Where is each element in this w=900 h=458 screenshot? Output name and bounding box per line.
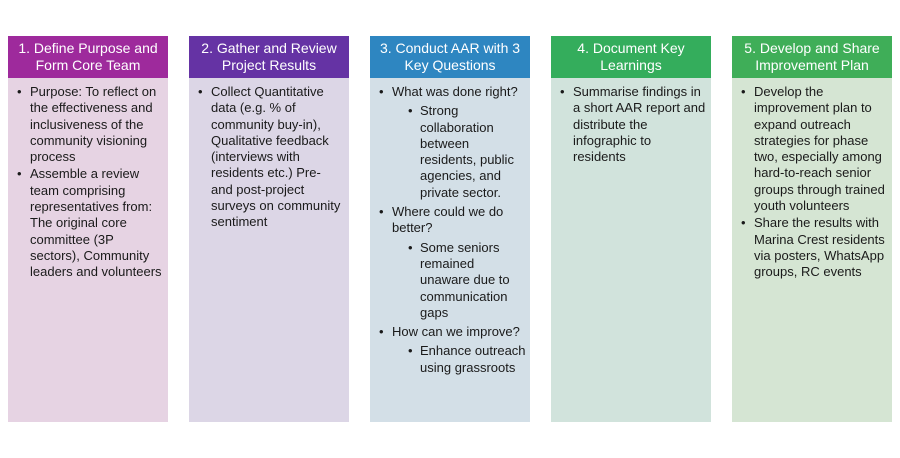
step-5-header	[732, 36, 892, 78]
step-1-header	[8, 36, 168, 78]
step-3-header	[370, 36, 530, 78]
step-5-body	[732, 78, 892, 422]
sub-list-item: • Enhance outreach using grassroots	[392, 343, 526, 376]
step-2-body	[189, 78, 349, 422]
step-2	[189, 36, 349, 422]
question-text: How can we improve?	[392, 324, 520, 340]
list-item	[374, 84, 526, 201]
step-4	[551, 36, 711, 422]
step-4-title: 4. Document Key Learnings	[577, 40, 685, 73]
step-4-header	[551, 36, 711, 78]
list-item: • Share the results with Marina Crest residents via posters, WhatsApp groups, RC events	[736, 215, 888, 280]
step-1-title: 1. Define Purpose and Form Core Team	[18, 40, 158, 73]
step-3-body	[370, 78, 530, 422]
question-text: What was done right?	[392, 84, 518, 99]
sub-list-item: • Strong collaboration between residents, public agencies, and private sector.	[392, 103, 526, 201]
step-1	[8, 36, 168, 422]
step-2-header	[189, 36, 349, 78]
list-item	[374, 204, 526, 321]
list-item: • Assemble a review team comprising representatives from: The original core committee (3P sectors), Community leaders and volunteers	[12, 166, 164, 280]
step-3-title: 3. Conduct AAR with 3 Key Questions	[379, 40, 521, 73]
step-2-title: 2. Gather and Review Project Results	[201, 40, 337, 73]
list-item: • Develop the improvement plan to expand outreach strategies for phase two, especially among hard-to-reach senior groups through trained youth volunteers	[736, 84, 888, 214]
list-item: • Summarise findings in a short AAR report and distribute the infographic to residents	[555, 84, 707, 165]
step-5	[732, 36, 892, 422]
list-item: • Purpose: To reflect on the effectiveness and inclusiveness of the community visioning process	[12, 84, 164, 165]
step-1-body	[8, 78, 168, 422]
step-5-title: 5. Develop and Share Improvement Plan	[744, 40, 880, 73]
step-4-body	[551, 78, 711, 422]
sub-list-item: • Some seniors remained unaware due to communication gaps	[392, 240, 526, 321]
list-item: • Collect Quantitative data (e.g. % of community buy-in), Qualitative feedback (interviews with residents etc.) Pre- and post-project surveys on community sentiment	[193, 84, 345, 231]
step-3	[370, 36, 530, 422]
question-text: Where could we do better?	[392, 204, 504, 236]
list-item	[374, 324, 526, 376]
